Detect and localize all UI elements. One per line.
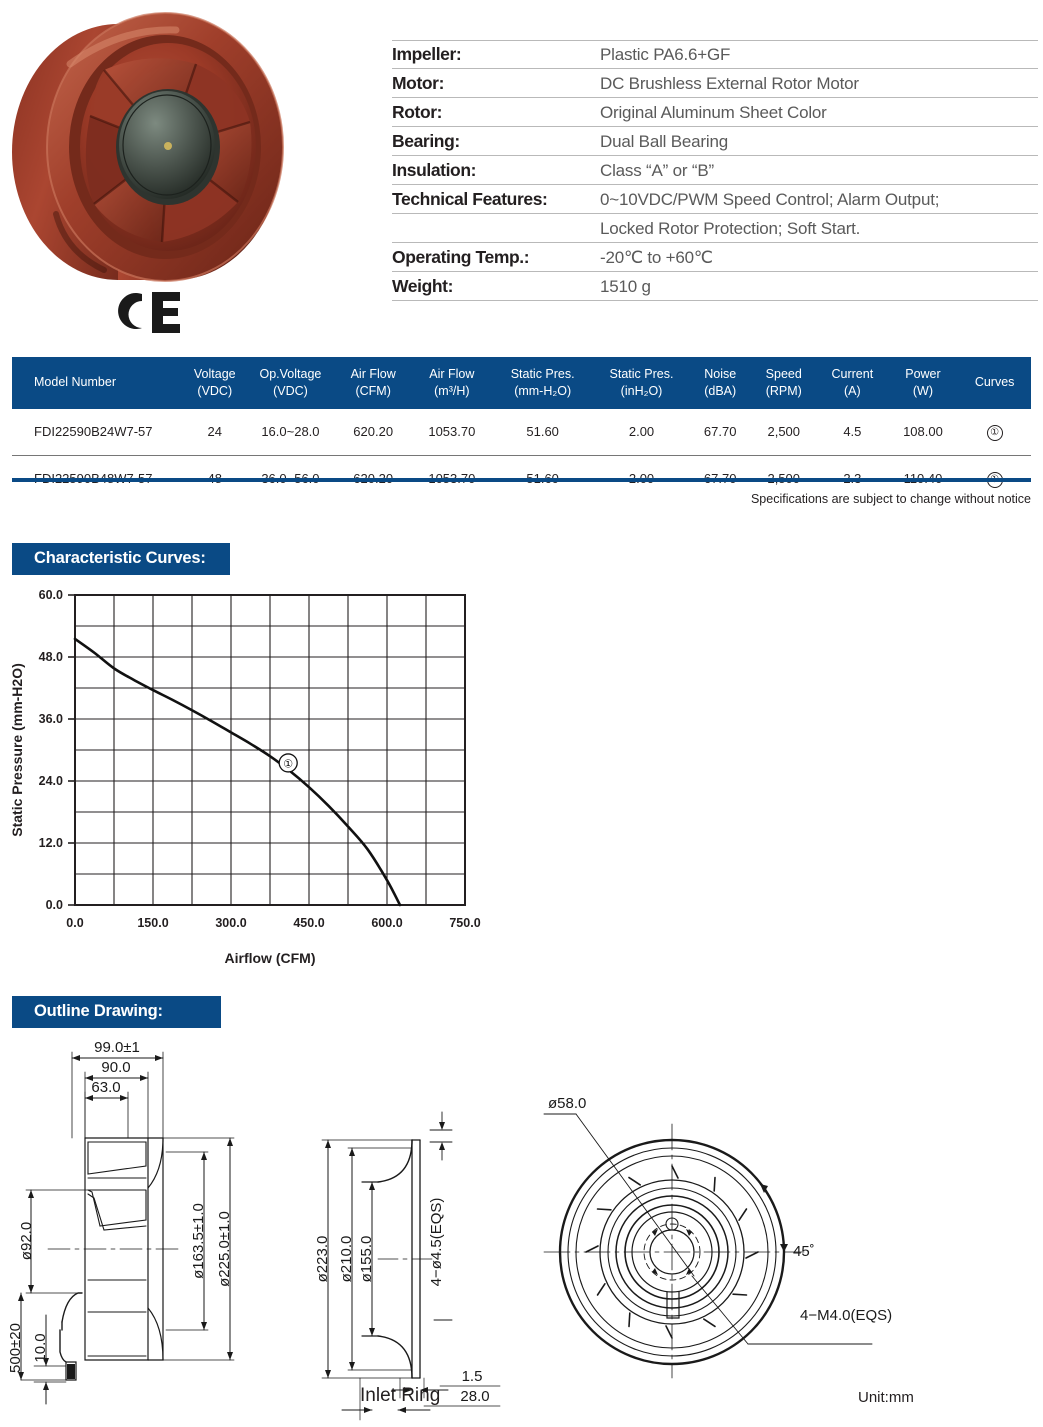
chart-x-tick: 750.0 xyxy=(449,916,481,930)
spec-label: Weight: xyxy=(392,276,454,296)
dim-63: 63.0 xyxy=(91,1079,121,1096)
unit-note: Unit:mm xyxy=(858,1389,914,1406)
spec-row xyxy=(392,98,1038,127)
spec-row xyxy=(392,156,1038,185)
dim-10: 10.0 xyxy=(32,1333,49,1363)
spec-value: Dual Ball Bearing xyxy=(600,132,728,151)
dim-d223: ø223.0 xyxy=(314,1235,331,1283)
chart-x-tick: 300.0 xyxy=(215,916,247,930)
dim-45deg: 45˚ xyxy=(793,1243,815,1260)
col-current: Current (A) xyxy=(817,357,888,409)
spec-row xyxy=(392,243,1038,272)
cell-curve xyxy=(958,409,1031,456)
spec-row xyxy=(392,40,1038,69)
col-op-voltage: Op.Voltage (VDC) xyxy=(246,357,335,409)
chart-y-tick: 36.0 xyxy=(38,712,63,726)
svg-text:①: ① xyxy=(283,758,294,771)
spec-row-continuation xyxy=(392,214,1038,243)
col-curves: Curves xyxy=(958,357,1031,409)
outline-drawings xyxy=(0,1030,1043,1427)
spec-row xyxy=(392,69,1038,98)
dim-28: 28.0 xyxy=(460,1388,490,1405)
section-header-characteristic-curves: Characteristic Curves: xyxy=(12,543,230,575)
spec-label: Motor: xyxy=(392,73,445,93)
dim-1p5: 1.5 xyxy=(461,1368,483,1385)
cell-static-mm: 51.60 xyxy=(492,409,593,456)
ce-mark-icon xyxy=(100,288,220,334)
dim-d210: ø210.0 xyxy=(338,1235,355,1283)
table-header-row xyxy=(12,357,1031,409)
spec-label: Operating Temp.: xyxy=(392,247,530,267)
spec-value: DC Brushless External Rotor Motor xyxy=(600,74,859,93)
spec-row xyxy=(392,272,1038,301)
table-bottom-bar xyxy=(12,478,1031,482)
chart-y-tick: 60.0 xyxy=(38,588,63,602)
specifications-disclaimer: Specifications are subject to change without notice xyxy=(750,492,1031,506)
chart-y-tick: 12.0 xyxy=(38,836,63,850)
spec-value: 1510 g xyxy=(600,277,651,296)
col-model-number: Model Number xyxy=(12,357,184,409)
cell-voltage: 24 xyxy=(184,409,247,456)
dim-4m4eqs: 4−M4.0(EQS) xyxy=(800,1307,893,1324)
chart-y-tick: 48.0 xyxy=(38,650,63,664)
spec-value: Original Aluminum Sheet Color xyxy=(600,103,827,122)
chart-y-tick: 24.0 xyxy=(38,774,63,788)
dim-d92: ø92.0 xyxy=(18,1221,35,1261)
spec-value: Plastic PA6.6+GF xyxy=(600,45,731,64)
col-speed: Speed (RPM) xyxy=(750,357,817,409)
spec-label: Technical Features: xyxy=(392,189,548,209)
chart-x-tick: 450.0 xyxy=(293,916,325,930)
dim-99: 99.0±1 xyxy=(94,1039,140,1056)
col-airflow-cfm: Air Flow (CFM) xyxy=(335,357,412,409)
dim-500: 500±20 xyxy=(7,1323,24,1373)
dim-d58: ø58.0 xyxy=(548,1095,587,1112)
characteristic-curve-chart xyxy=(0,580,560,980)
dim-d155: ø155.0 xyxy=(358,1235,375,1283)
spec-label: Rotor: xyxy=(392,102,443,122)
col-power: Power (W) xyxy=(888,357,959,409)
dim-4x45eqs: 4−ø4.5(EQS) xyxy=(428,1197,445,1287)
spec-value: 0~10VDC/PWM Speed Control; Alarm Output; xyxy=(600,190,940,209)
col-airflow-m3h: Air Flow (m³/H) xyxy=(412,357,493,409)
dim-d1635: ø163.5±1.0 xyxy=(190,1203,207,1279)
dim-d225: ø225.0±1.0 xyxy=(216,1211,233,1287)
chart-y-axis-label: Static Pressure (mm-H2O) xyxy=(9,663,25,837)
cell-speed: 2,500 xyxy=(750,409,817,456)
cell-airflow-cfm: 620.20 xyxy=(335,409,412,456)
specification-list xyxy=(392,40,1038,301)
curve-badge-1: ① xyxy=(987,425,1003,441)
col-static-pres-in: Static Pres. (inH₂O) xyxy=(593,357,690,409)
chart-curve-annotation xyxy=(279,754,297,772)
spec-label: Impeller: xyxy=(392,44,462,64)
cell-op-voltage: 16.0~28.0 xyxy=(246,409,335,456)
dim-90: 90.0 xyxy=(101,1059,131,1076)
spec-label xyxy=(392,239,600,242)
col-noise: Noise (dBA) xyxy=(690,357,751,409)
spec-value: Locked Rotor Protection; Soft Start. xyxy=(600,219,861,238)
col-static-pres-mm: Static Pres. (mm-H₂O) xyxy=(492,357,593,409)
section-header-outline-drawing: Outline Drawing: xyxy=(12,996,221,1028)
chart-x-tick: 600.0 xyxy=(371,916,403,930)
cell-airflow-m3h: 1053.70 xyxy=(412,409,493,456)
cell-current: 4.5 xyxy=(817,409,888,456)
cell-model: FDI22590B24W7-57 xyxy=(12,409,184,456)
cell-noise: 67.70 xyxy=(690,409,751,456)
spec-value: -20℃ to +60℃ xyxy=(600,248,713,267)
chart-y-tick: 0.0 xyxy=(45,898,63,912)
cell-static-in: 2.00 xyxy=(593,409,690,456)
product-photo xyxy=(0,4,290,289)
spec-label: Bearing: xyxy=(392,131,460,151)
spec-value: Class “A” or “B” xyxy=(600,161,714,180)
spec-row xyxy=(392,185,1038,214)
cell-power: 108.00 xyxy=(888,409,959,456)
chart-x-tick: 150.0 xyxy=(137,916,169,930)
chart-x-tick: 0.0 xyxy=(66,916,84,930)
table-row xyxy=(12,409,1031,456)
chart-x-axis-label: Airflow (CFM) xyxy=(224,950,316,966)
inlet-ring-caption: Inlet Ring xyxy=(360,1385,441,1406)
col-voltage: Voltage (VDC) xyxy=(184,357,247,409)
spec-label: Insulation: xyxy=(392,160,477,180)
spec-row xyxy=(392,127,1038,156)
